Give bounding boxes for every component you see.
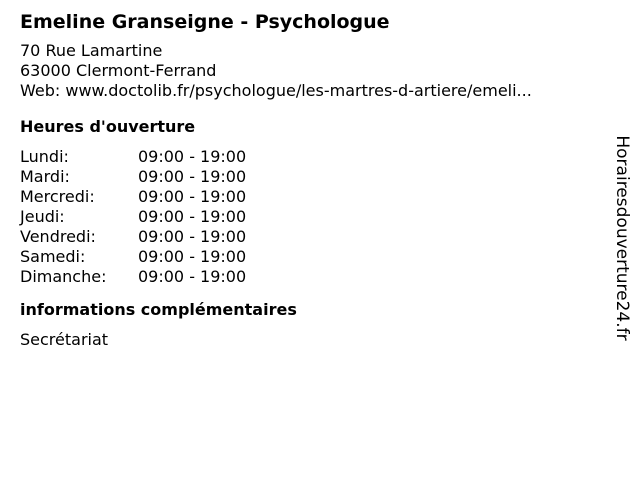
brand-watermark: Horairesdouverture24.fr xyxy=(612,135,632,341)
hours-row-samedi xyxy=(20,247,600,267)
time-range: 09:00 - 19:00 xyxy=(138,267,247,286)
web-link[interactable]: Web: www.doctolib.fr/psychologue/les-martres-d-artiere/emeli... xyxy=(20,81,532,100)
opening-hours-table xyxy=(20,147,600,287)
business-card xyxy=(20,9,600,350)
day-label: Mercredi: xyxy=(20,187,95,206)
day-label: Samedi: xyxy=(20,247,86,266)
day-label: Mardi: xyxy=(20,167,70,186)
day-label: Dimanche: xyxy=(20,267,107,286)
hours-row-vendredi xyxy=(20,227,600,247)
time-range: 09:00 - 19:00 xyxy=(138,207,247,226)
time-range: 09:00 - 19:00 xyxy=(138,187,247,206)
business-name: Emeline Granseigne - Psychologue xyxy=(20,11,390,33)
day-label: Jeudi: xyxy=(20,207,65,226)
hours-row-mercredi xyxy=(20,187,600,207)
street-address: 70 Rue Lamartine xyxy=(20,41,163,60)
day-label: Vendredi: xyxy=(20,227,96,246)
hours-row-dimanche xyxy=(20,267,600,287)
additional-info-title: informations complémentaires xyxy=(20,300,297,319)
time-range: 09:00 - 19:00 xyxy=(138,167,247,186)
city-address: 63000 Clermont-Ferrand xyxy=(20,61,217,80)
day-label: Lundi: xyxy=(20,147,69,166)
hours-row-jeudi xyxy=(20,207,600,227)
time-range: 09:00 - 19:00 xyxy=(138,147,247,166)
time-range: 09:00 - 19:00 xyxy=(138,227,247,246)
hours-row-lundi xyxy=(20,147,600,167)
opening-hours-title: Heures d'ouverture xyxy=(20,117,196,136)
hours-row-mardi xyxy=(20,167,600,187)
time-range: 09:00 - 19:00 xyxy=(138,247,247,266)
additional-info-text: Secrétariat xyxy=(20,330,109,349)
